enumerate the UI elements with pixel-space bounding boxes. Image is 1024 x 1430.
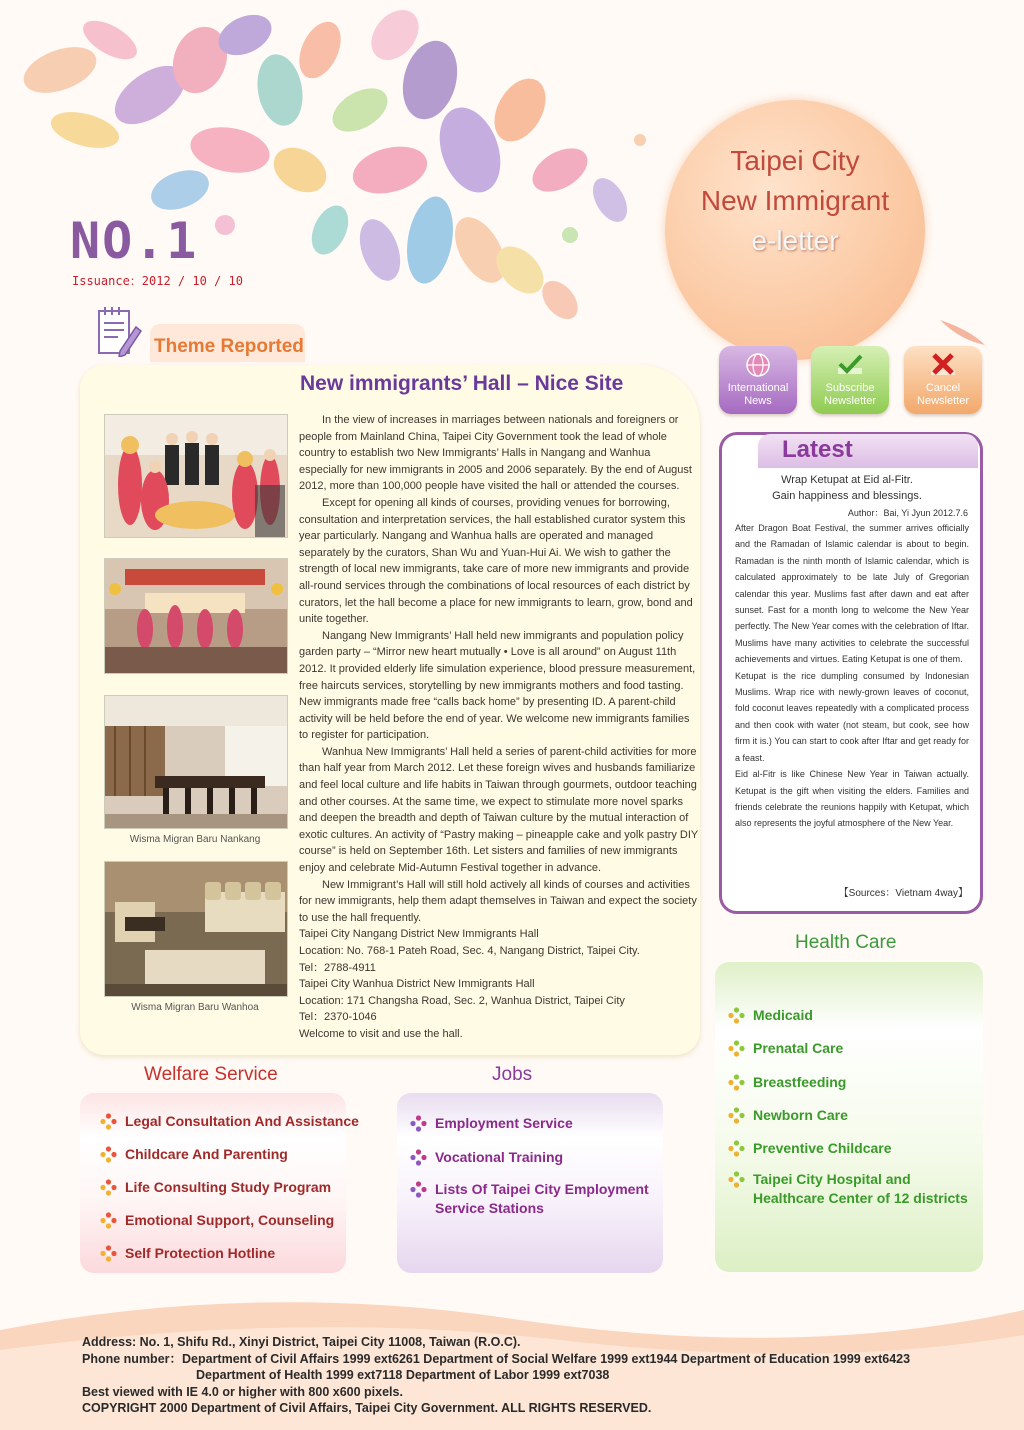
footer-address: Address: No. 1, Shifu Rd., Xinyi District, Taipei City 11008, Taiwan (R.O.C). <box>82 1335 521 1349</box>
contact-line: Taipei City Nangang District New Immigrants Hall <box>299 928 539 941</box>
issue-date: Issuance：2012 / 10 / 10 <box>72 274 243 288</box>
flower-bullet-icon <box>100 1113 117 1130</box>
jobs-title: Jobs <box>492 1064 533 1085</box>
contact-line: Tel：2370-1046 <box>299 1011 377 1024</box>
jobs-item-employment-service[interactable] <box>410 1114 655 1133</box>
photo-wanhoa-hall <box>104 861 288 997</box>
flower-bullet-icon <box>728 1040 745 1057</box>
cross-icon <box>929 352 957 378</box>
welfare-item-self-protection[interactable] <box>100 1244 340 1263</box>
article-paragraph: In the view of increases in marriages between nationals and foreigners or people from Mainland China, Taipei City Government took the lead of whole country to establish two New Immigrants’ Halls in Nangang and Wanhua especially for new immigrants in 2005 and 2006 separately. By the end of August 2012, more than 100,000 people have visited the hall or attended the courses. <box>299 414 692 493</box>
health-item-label: Breastfeeding <box>753 1074 847 1090</box>
checkmark-icon <box>836 352 864 378</box>
cancel-newsletter-button[interactable] <box>904 346 982 414</box>
contact-line: Welcome to visit and use the hall. <box>299 1027 463 1040</box>
welfare-item-emotional-support[interactable] <box>100 1211 350 1230</box>
caption-nankang: Wisma Migran Baru Nankang <box>129 834 261 845</box>
flower-bullet-icon <box>410 1115 427 1132</box>
caption-wanhoa: Wisma Migran Baru Wanhoa <box>131 1002 259 1013</box>
flower-bullet-icon <box>728 1007 745 1024</box>
health-item-label: Newborn Care <box>753 1107 848 1123</box>
article-paragraph: New Immigrant’s Hall will still hold actively all kinds of courses and activities for new immigrants, help them adapt themselves in Taiwan and expect the society to use the hall frequently. <box>299 878 697 924</box>
welfare-item-label: Emotional Support, Counseling <box>125 1212 335 1228</box>
footer-browser-note: Best viewed with IE 4.0 or higher with 800 x600 pixels. <box>82 1384 403 1399</box>
contact-line: Location: 171 Changsha Road, Sec. 2, Wanhua District, Taipei City <box>299 994 625 1007</box>
footer-phone-2: Department of Health 1999 ext7118 Department of Labor 1999 ext7038 <box>196 1368 610 1382</box>
flower-bullet-icon <box>100 1179 117 1196</box>
health-item-prenatal-care[interactable] <box>728 1039 978 1058</box>
health-item-hospital-centers[interactable] <box>728 1170 978 1208</box>
international-news-button[interactable] <box>719 346 797 414</box>
flower-bullet-icon <box>728 1140 745 1157</box>
theme-reported-label: Theme Reported <box>154 336 304 357</box>
latest-paragraph: After Dragon Boat Festival, the summer arrives officially and the Ramadan of Islamic calendar is about to begin. Ramadan is the ninth month of Islamic calendar, which is calculated approximately to be late July of Gregorian calendar this year. Muslims fast after dawn and eat after sunset. Fast for a month long to welcome the New Year perfectly. The New Year comes with the celebration of Iftar. Muslims have many activities to celebrate the successful achievements and virtues. Eating Ketupat is one of them. <box>735 523 969 665</box>
issue-number: NO.1 <box>70 212 199 270</box>
latest-heading: Latest <box>782 436 853 463</box>
welfare-item-label: Childcare And Parenting <box>125 1146 288 1162</box>
newsletter-title-badge <box>665 100 925 360</box>
flower-bullet-icon <box>100 1212 117 1229</box>
latest-paragraph: Ketupat is the rice dumpling consumed by Indonesian Muslims. Wrap rice with newly-grown leaves of coconut, fold coconut leaves repeatedly with a complicated process and then cook with water (not steam, but cook, see how firm it is.) You can start to cook after Iftar and get ready for a feast. <box>735 670 969 763</box>
footer-info <box>82 1334 910 1417</box>
international-news-label: International News <box>727 382 789 407</box>
latest-subtitle-1: Wrap Ketupat at Eid al-Fitr. <box>781 474 913 486</box>
welfare-item-legal-consultation[interactable] <box>100 1112 370 1131</box>
health-item-medicaid[interactable] <box>728 1006 978 1025</box>
subscribe-newsletter-button[interactable] <box>811 346 889 414</box>
welfare-item-childcare[interactable] <box>100 1145 340 1164</box>
welfare-item-label: Life Consulting Study Program <box>125 1179 332 1195</box>
photo-nankang-hall <box>104 695 288 829</box>
jobs-item-employment-stations[interactable] <box>410 1180 655 1218</box>
jobs-item-vocational-training[interactable] <box>410 1148 655 1167</box>
contact-line: Tel：2788-4911 <box>299 961 376 974</box>
health-item-breastfeeding[interactable] <box>728 1073 978 1092</box>
flower-bullet-icon <box>728 1074 745 1091</box>
latest-body <box>735 520 969 832</box>
flower-bullet-icon <box>728 1171 745 1188</box>
latest-paragraph: Eid al-Fitr is like Chinese New Year in Taiwan actually. Ketupat is the gift when visiting the elders. Families and friends celebrate the reunions happily with Ketupat, which also represents the joyful atmosphere of the New Year. <box>735 769 969 829</box>
notebook-pencil-icon <box>96 305 142 357</box>
article-title: New immigrants’ Hall – Nice Site <box>300 372 624 395</box>
health-care-title: Health Care <box>795 932 897 953</box>
welfare-item-life-consulting[interactable] <box>100 1178 340 1197</box>
flower-bullet-icon <box>410 1181 427 1198</box>
welfare-service-title: Welfare Service <box>144 1064 278 1085</box>
article-paragraph: Except for opening all kinds of courses, providing venues for borrowing, consultation and interpretation services, the hall established curator system this year particularly. Nangang and Wanhua halls are operated and managed separately by the curators, Shan Wu and Yuan-Hui Ai. We wish to gather the strength of local new immigrants, take care of more new immigrants and provide all-round services through the combinations of local resources of each district by curators, let the hall become a place for new immigrants to learn, grow, bond and unite together. <box>299 496 693 626</box>
health-item-label: Medicaid <box>753 1007 813 1023</box>
globe-icon <box>744 352 772 378</box>
article-paragraph: Nangang New Immigrants’ Hall held new immigrants and population policy garden party – “Mirror new heart mutually • Love is all around” on August 11th 2012. It provided elderly life simulation experience, blood pressure measurement, free haircuts services, storytelling by new immigrants mothers and food tasting. New immigrants made free “calls back home” by presenting ID. A parent-child activity will be held before the end of year. We welcome new immigrants families to register for participation. <box>299 629 696 742</box>
welfare-item-label: Self Protection Hotline <box>125 1245 276 1261</box>
article-paragraph: Wanhua New Immigrants’ Hall held a series of parent-child activities for more than half year from March 2012. Let these foreign wives and husbands familiarize and feel local culture and life habits in Taiwan through gourmets, outdoor teaching and other courses. At the same time, we expect to stimulate more novel sparks and deepen the breadth and depth of Taiwan culture by the mutual interaction of exotic cultures. An activity of “Pastry making – pineapple cake and yolk pastry DIY course” is held on September 16th. Let sisters and families of new immigrants enjoy and celebrate Mid-Autumn Festival together in advance. <box>299 745 699 875</box>
jobs-item-label: Employment Service <box>435 1115 573 1131</box>
photo-stage-performance <box>104 558 288 674</box>
title-line-2: New Immigrant <box>700 185 890 216</box>
subscribe-newsletter-label: Subscribe Newsletter <box>824 382 876 407</box>
cancel-newsletter-label: Cancel Newsletter <box>917 382 969 407</box>
footer-copyright: COPYRIGHT 2000 Department of Civil Affairs, Taipei City Government. ALL RIGHTS RESERVED. <box>82 1401 652 1415</box>
health-item-label: Taipei City Hospital and Healthcare Center of 12 districts <box>753 1171 968 1206</box>
flower-bullet-icon <box>410 1149 427 1166</box>
welfare-item-label: Legal Consultation And Assistance <box>125 1113 359 1129</box>
health-item-label: Prenatal Care <box>753 1040 844 1056</box>
jobs-item-label: Vocational Training <box>435 1149 564 1165</box>
health-item-label: Preventive Childcare <box>753 1140 892 1156</box>
title-line-3: e-letter <box>751 225 839 256</box>
latest-source: 【Sources：Vietnam 4way】 <box>838 888 968 899</box>
health-item-newborn-care[interactable] <box>728 1106 978 1125</box>
contact-line: Location: No. 768-1 Pateh Road, Sec. 4, Nangang District, Taipei City. <box>299 945 640 957</box>
footer-phone-1: Phone number：Department of Civil Affairs 1999 ext6261 Department of Social Welfare 1999 ext1944 Department of Education 1999 ext6423 <box>82 1351 911 1366</box>
flower-bullet-icon <box>100 1146 117 1163</box>
jobs-item-label: Lists Of Taipei City Employment Service Stations <box>435 1181 649 1216</box>
flower-bullet-icon <box>100 1245 117 1262</box>
latest-author: Author：Bai, Yi Jyun 2012.7.6 <box>847 508 968 518</box>
contact-line: Taipei City Wanhua District New Immigrants Hall <box>299 978 535 991</box>
health-item-preventive-childcare[interactable] <box>728 1139 978 1158</box>
flower-bullet-icon <box>728 1107 745 1124</box>
article-body <box>299 412 699 1043</box>
latest-subtitle-2: Gain happiness and blessings. <box>772 490 922 502</box>
photo-performers-group <box>104 414 288 538</box>
title-line-1: Taipei City <box>730 145 860 176</box>
